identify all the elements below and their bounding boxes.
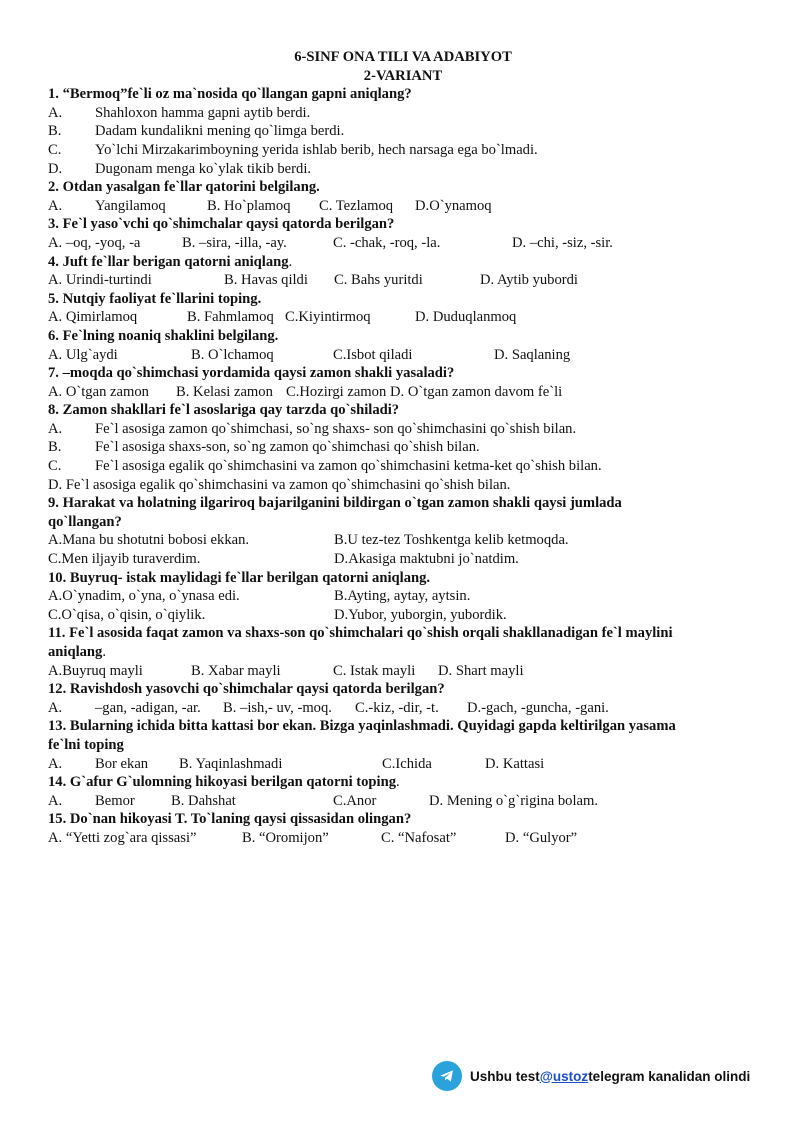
question-11: 11. Fe`l asosida faqat zamon va shaxs-son qo`shimchalari qo`shish orqali shakllanadigan fe`l maylini aniqlang.	[48, 625, 673, 660]
question-12: 12. Ravishdosh yasovchi qo`shimchalar qaysi qatorda berilgan?	[48, 681, 445, 698]
option-row: A. Fe`l asosiga zamon qo`shimchasi, so`ng shaxs- son qo`shimchasini qo`shish bilan.	[48, 420, 577, 437]
options-line: A.Buyruq mayli B. Xabar mayli C. Istak mayli D. Shart mayli	[48, 662, 524, 679]
options-grid: A.O`ynadim, o`yna, o`ynasa edi. B.Ayting, aytay, aytsin. C.O`qisa, o`qisin, o`qiylik. D.Yubor, yuborgin, yubordik.	[48, 588, 507, 623]
question-5: 5. Nutqiy faoliyat fe`llarini toping.	[48, 290, 262, 307]
question-13: 13. Bularning ichida bitta kattasi bor ekan. Bizga yaqinlashmadi. Quyidagi gapda keltirilgan yasama fe`lni toping	[48, 718, 676, 753]
option-row: D. Dugonam menga ko`ylak tikib berdi.	[48, 160, 312, 177]
telegram-icon	[432, 1061, 462, 1091]
option-row: B. Dadam kundalikni mening qo`limga berdi.	[48, 123, 345, 140]
question-9: 9. Harakat va holatning ilgariroq bajarilganini bildirgan o`tgan zamon shakli qaysi jumlada qo`llangan?	[48, 495, 622, 530]
page-title: 6-SINF ONA TILI VA ADABIYOT	[294, 49, 512, 65]
option-row: C. Yo`lchi Mirzakarimboyning yerida ishlab berib, hech narsaga ega bo`lmadi.	[48, 141, 538, 158]
question-1: 1. “Bermoq”fe`li oz ma`nosida qo`llangan gapni aniqlang?	[48, 86, 412, 103]
question-3: 3. Fe`l yaso`vchi qo`shimchalar qaysi qatorda berilgan?	[48, 216, 395, 233]
options-line: A. –oq, -yoq, -a B. –sira, -illa, -ay. C. -chak, -roq, -la. D. –chi, -siz, -sir.	[48, 234, 613, 251]
question-2: 2. Otdan yasalgan fe`llar qatorini belgilang.	[48, 179, 320, 196]
options-line: A. Urindi-turtindi B. Havas qildi C. Bahs yuritdi D. Aytib yubordi	[48, 272, 578, 289]
options-line: A. O`tgan zamon B. Kelasi zamon C.Hozirgi zamon D. O`tgan zamon davom fe`li	[48, 383, 563, 400]
question-10: 10. Buyruq- istak maylidagi fe`llar berilgan qatorni aniqlang.	[48, 569, 431, 586]
options-line: A. Ulg`aydi B. O`lchamoq C.Isbot qiladi D. Saqlaning	[48, 346, 571, 363]
options-line: A. Bor ekan B. Yaqinlashmadi C.Ichida D. Kattasi	[48, 755, 545, 772]
footer-suffix: telegram kanalidan olindi	[588, 1068, 751, 1084]
options-line: A. –gan, -adigan, -ar. B. –ish,- uv, -moq. C.-kiz, -dir, -t. D.-gach, -guncha, -gani.	[48, 699, 609, 716]
question-7: 7. –moqda qo`shimchasi yordamida qaysi zamon shakli yasaladi?	[48, 365, 455, 382]
channel-link[interactable]: @ustoz	[539, 1068, 589, 1084]
options-line: A. “Yetti zog`ara qissasi” B. “Oromijon” C. “Nafosat” D. “Gulyor”	[48, 829, 578, 846]
question-15: 15. Do`nan hikoyasi T. To`laning qaysi qissasidan olingan?	[48, 811, 412, 828]
option-row: B. Fe`l asosiga shaxs-son, so`ng zamon qo`shimchasi qo`shish bilan.	[48, 439, 480, 456]
question-6: 6. Fe`lning noaniq shaklini belgilang.	[48, 327, 279, 344]
footer-prefix: Ushbu test	[470, 1068, 540, 1084]
options-line: A. Bemor B. Dahshat C.Anor D. Mening o`g`rigina bolam.	[48, 792, 599, 809]
options-grid: A.Mana bu shotutni bobosi ekkan. B.U tez-tez Toshkentga kelib ketmoqda. C.Men iljayib turaverdim. D.Akasiga maktubni jo`natdim.	[48, 532, 569, 568]
test-sheet	[48, 48, 758, 848]
option-row: C. Fe`l asosiga egalik qo`shimchasini va zamon qo`shimchasini ketma-ket qo`shish bilan.	[48, 458, 602, 475]
option-row: A. Shahloxon hamma gapni aytib berdi.	[48, 104, 311, 121]
option-row: D. Fe`l asosiga egalik qo`shimchasini va zamon qo`shimchasini qo`shish bilan.	[48, 476, 511, 493]
question-14: 14. G`afur G`ulomning hikoyasi berilgan qatorni toping.	[48, 774, 400, 791]
question-4: 4. Juft fe`llar berigan qatorni aniqlang.	[48, 253, 293, 270]
options-line: A. Qimirlamoq B. Fahmlamoq C.Kiyintirmoq D. Duduqlanmoq	[48, 309, 517, 326]
options-line: A. Yangilamoq B. Ho`plamoq C. Tezlamoq D.O`ynamoq	[48, 197, 492, 214]
question-8: 8. Zamon shakllari fe`l asoslariga qay tarzda qo`shiladi?	[48, 402, 400, 419]
source-footer	[432, 1061, 750, 1091]
variant-title: 2-VARIANT	[363, 67, 443, 84]
